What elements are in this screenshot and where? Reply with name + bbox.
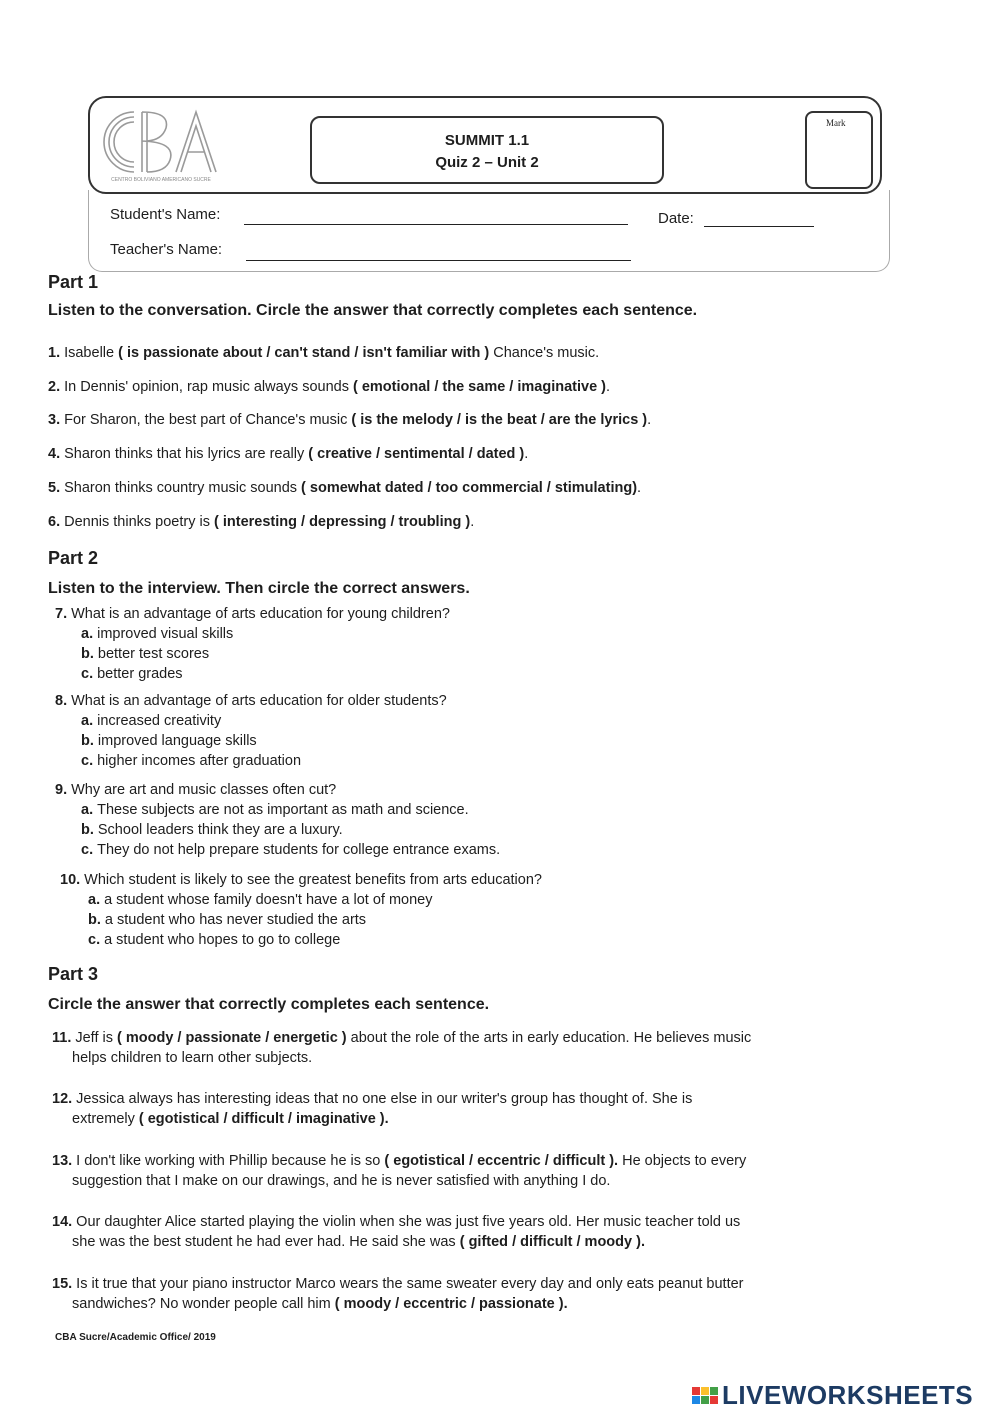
answer-options[interactable]: ( is passionate about / can't stand / isn't familiar with ) [118, 345, 490, 361]
option-b[interactable]: b. a student who has never studied the arts [88, 912, 367, 928]
teacher-name-field[interactable] [246, 260, 631, 261]
answer-options[interactable]: ( interesting / depressing / troubling ) [214, 514, 471, 530]
question-15: 15. Is it true that your piano instructor Marco wears the same sweater every day and only eats peanut butter sandwiches? No wonder people call him ( moody / eccentric / passionate ). [52, 1276, 744, 1312]
footer-text: CBA Sucre/Academic Office/ 2019 [55, 1332, 216, 1343]
student-name-field[interactable] [244, 224, 628, 225]
question-13: 13. I don't like working with Phillip because he is so ( egotistical / eccentric / difficult ). He objects to every suggestion that I make on our drawings, and he is never satisfied with anything I do. [52, 1153, 747, 1189]
question-7: 7. What is an advantage of arts education for young children? a. improved visual skills b. better test scores c. better grades [55, 606, 450, 682]
question-5: 5. Sharon thinks country music sounds ( somewhat dated / too commercial / stimulating). [48, 480, 642, 496]
answer-options[interactable]: ( gifted / difficult / moody ). [459, 1234, 645, 1250]
part2-title: Part 2 [48, 548, 99, 568]
part1-title: Part 1 [48, 272, 99, 292]
part3-instruction: Circle the answer that correctly completes each sentence. [48, 996, 490, 1013]
cba-logo [96, 104, 226, 184]
option-b[interactable]: b. School leaders think they are a luxury. [81, 822, 343, 838]
question-2: 2. In Dennis' opinion, rap music always sounds ( emotional / the same / imaginative ). [48, 379, 611, 395]
option-c[interactable]: c. a student who hopes to go to college [88, 932, 341, 948]
quiz-title-box [310, 116, 664, 184]
option-a[interactable]: a. increased creativity [81, 713, 222, 729]
option-a[interactable]: a. These subjects are not as important as math and science. [81, 802, 469, 818]
liveworksheets-watermark [692, 1380, 973, 1411]
answer-options[interactable]: ( moody / eccentric / passionate ). [334, 1296, 568, 1312]
option-c[interactable]: c. higher incomes after graduation [81, 753, 302, 769]
option-b[interactable]: b. better test scores [81, 646, 210, 662]
question-6: 6. Dennis thinks poetry is ( interesting / depressing / troubling ). [48, 514, 475, 530]
question-1: 1. Isabelle ( is passionate about / can't stand / isn't familiar with ) Chance's music. [48, 345, 600, 361]
teacher-name-label: Teacher's Name: [110, 241, 223, 258]
question-9: 9. Why are art and music classes often cut? a. These subjects are not as important as math and science. b. School leaders think they are a luxury. c. They do not help prepare students for college entrance exams. [55, 782, 501, 858]
answer-options[interactable]: ( creative / sentimental / dated ) [308, 446, 525, 462]
option-b[interactable]: b. improved language skills [81, 733, 257, 749]
question-8: 8. What is an advantage of arts education for older students? a. increased creativity b. improved language skills c. higher incomes after graduation [55, 693, 447, 769]
liveworksheets-logo-icon [692, 1387, 718, 1404]
option-c[interactable]: c. They do not help prepare students for college entrance exams. [81, 842, 501, 858]
mark-label: Mark [826, 118, 846, 128]
answer-options[interactable]: ( is the melody / is the beat / are the lyrics ) [351, 412, 648, 428]
question-12: 12. Jessica always has interesting ideas that no one else in our writer's group has thought of. She is extremely ( egotistical / difficult / imaginative ). [52, 1091, 693, 1127]
part1-instruction: Listen to the conversation. Circle the answer that correctly completes each sentence. [48, 302, 698, 319]
date-label: Date: [658, 210, 694, 227]
answer-options[interactable]: ( somewhat dated / too commercial / stimulating) [301, 480, 638, 496]
answer-options[interactable]: ( egotistical / difficult / imaginative ). [138, 1111, 389, 1127]
answer-options[interactable]: ( moody / passionate / energetic ) [117, 1030, 347, 1046]
watermark-text: LIVEWORKSHEETS [722, 1380, 974, 1410]
course-title: SUMMIT 1.1 [444, 132, 530, 149]
question-11: 11. Jeff is ( moody / passionate / energetic ) about the role of the arts in early education. He believes music helps children to learn other subjects. [52, 1030, 752, 1066]
part2-instruction: Listen to the interview. Then circle the correct answers. [48, 580, 470, 597]
question-4: 4. Sharon thinks that his lyrics are really ( creative / sentimental / dated ). [48, 446, 529, 462]
question-3: 3. For Sharon, the best part of Chance's music ( is the melody / is the beat / are the lyrics ). [48, 412, 652, 428]
date-field[interactable] [704, 226, 814, 227]
option-a[interactable]: a. a student whose family doesn't have a lot of money [88, 892, 433, 908]
quiz-title: Quiz 2 – Unit 2 [435, 154, 539, 171]
option-c[interactable]: c. better grades [81, 666, 183, 682]
student-name-label: Student's Name: [110, 206, 221, 223]
option-a[interactable]: a. improved visual skills [81, 626, 234, 642]
question-10: 10. Which student is likely to see the greatest benefits from arts education? a. a student whose family doesn't have a lot of money b. a student who has never studied the arts c. a student who hopes to go to college [60, 872, 542, 948]
question-14: 14. Our daughter Alice started playing the violin when she was just five years old. Her music teacher told us she was the best student he had ever had. He said she was ( gifted / difficult / moody ). [52, 1214, 741, 1250]
answer-options[interactable]: ( emotional / the same / imaginative ) [352, 379, 606, 395]
answer-options[interactable]: ( egotistical / eccentric / difficult ). [384, 1153, 619, 1169]
part3-title: Part 3 [48, 964, 99, 984]
svg-text:CENTRO BOLIVIANO AMERICANO SUC: CENTRO BOLIVIANO AMERICANO SUCRE [111, 177, 211, 183]
